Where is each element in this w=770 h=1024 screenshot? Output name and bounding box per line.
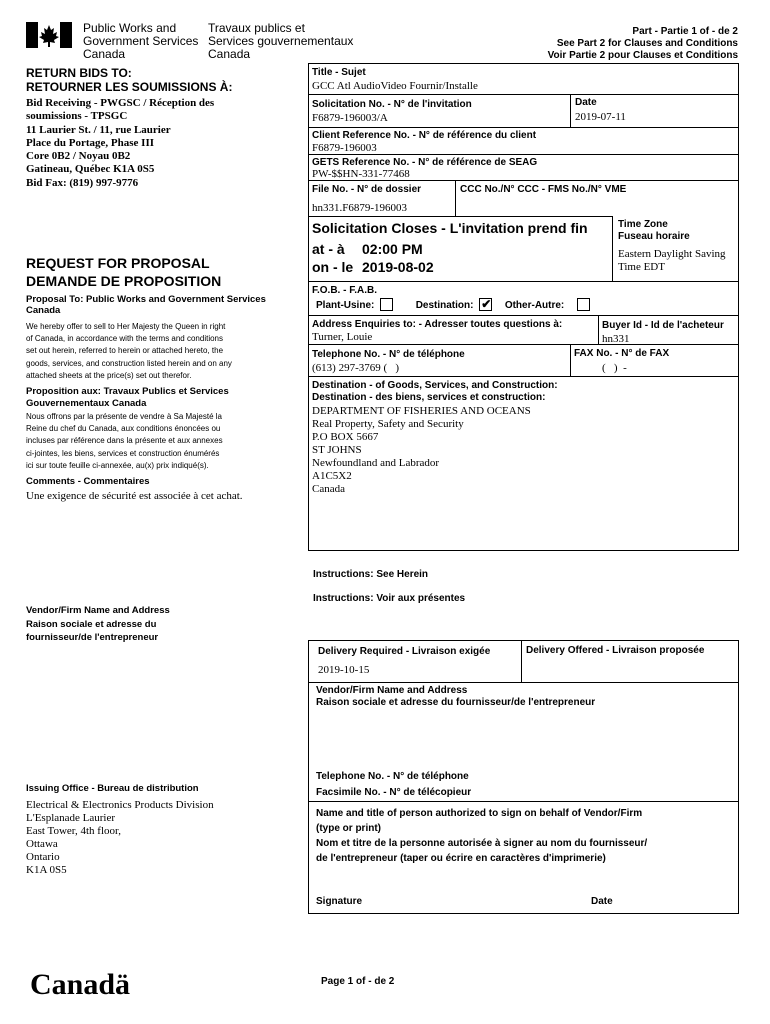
divider xyxy=(570,94,571,127)
divider xyxy=(308,315,739,316)
divider xyxy=(308,216,612,217)
vendor-address-label-left: Vendor/Firm Name and Address Raison sociale et adresse du fournisseur/de l'entrepreneur xyxy=(26,605,170,643)
title-value: GCC Atl AudioVideo Fournir/Installe xyxy=(312,80,478,92)
divider xyxy=(521,640,522,682)
destination-checkbox[interactable] xyxy=(479,298,492,311)
telephone-value: (613) 297-3769 ( ) xyxy=(312,362,400,374)
closing-date-row xyxy=(312,259,434,276)
closing-time-value: 02:00 PM xyxy=(362,241,423,257)
divider xyxy=(308,94,739,95)
date-label: Date xyxy=(575,97,597,108)
divider xyxy=(308,376,739,377)
buyer-id-value: hn331 xyxy=(602,333,630,344)
divider xyxy=(308,281,739,282)
return-bids-address: Bid Receiving - PWGSC / Réception des soumissions - TPSGC 11 Laurier St. / 11, rue Laurier Place du Portage, Phase III Core 0B2 / Noyau 0B2 Gatineau, Québec K1A 0S5 Bid Fax: (819) 997-9776 xyxy=(26,97,215,189)
divider xyxy=(570,344,571,376)
fax-label: FAX No. - N° de FAX xyxy=(574,348,670,359)
fax-value: ( ) - xyxy=(602,362,627,374)
time-zone-label: Time Zone Fuseau horaire xyxy=(618,219,690,242)
return-bids-title: RETURN BIDS TO: RETOURNER LES SOUMISSIONS À: xyxy=(26,66,233,94)
destination-label: Destination - of Goods, Services, and Construction: Destination - des biens, services et construction: xyxy=(312,380,558,403)
delivery-offered-label: Delivery Offered - Livraison proposée xyxy=(526,645,705,656)
divider xyxy=(308,801,739,802)
fob-label: F.O.B. - F.A.B. xyxy=(312,285,377,296)
file-number-value: hn331.F6879-196003 xyxy=(312,202,408,214)
buyer-id-label: Buyer Id - Id de l'acheteur xyxy=(602,320,724,331)
department-name-en: Public Works and Government Services Canada xyxy=(83,21,199,61)
instructions-en: Instructions: See Herein xyxy=(313,569,429,580)
proposal-to-text: We hereby offer to sell to Her Majesty the Queen in right of Canada, in accordance with the terms and conditions set out herein, referred to herein or attached hereto, the goods, services, and construction listed herein and on any attached sheets at the price(s) set out therefor. xyxy=(26,322,232,380)
vendor-telephone-label: Telephone No. - N° de téléphone xyxy=(316,771,469,782)
authorized-signer-label: Name and title of person authorized to sign on behalf of Vendor/Firm (type or print) Nom et titre de la personne autorisée à signer au nom du fournisseur/ de l'entrepreneur (taper ou écrire en caractères d'imprimerie) xyxy=(316,808,648,864)
solicitation-closes-title: Solicitation Closes - L'invitation prend fin xyxy=(312,220,588,236)
title-label: Title - Sujet xyxy=(312,67,366,78)
plant-label: Plant-Usine: xyxy=(316,300,375,312)
other-checkbox[interactable] xyxy=(577,298,590,311)
canada-flag-icon xyxy=(26,22,72,48)
part-indicator: Part - Partie 1 of - de 2 See Part 2 for Clauses and Conditions Voir Partie 2 pour Clauses et Conditions xyxy=(547,26,738,61)
destination-option-label: Destination: xyxy=(415,300,474,312)
other-label: Other-Autre: xyxy=(504,300,565,312)
authorized-signer-field[interactable] xyxy=(310,866,737,890)
destination-address: DEPARTMENT OF FISHERIES AND OCEANS Real Property, Safety and Security P.O BOX 5667 ST JOHNS Newfoundland and Labrador A1C5X2 Canada xyxy=(312,405,531,495)
comments-title: Comments - Commentaires xyxy=(26,476,150,487)
issuing-office-label: Issuing Office - Bureau de distribution xyxy=(26,783,199,794)
canada-wordmark: Canadä xyxy=(30,968,131,1001)
divider xyxy=(308,344,739,345)
page-number: Page 1 of - de 2 xyxy=(321,976,395,987)
proposition-text: Nous offrons par la présente de vendre à Sa Majesté la Reine du chef du Canada, aux conditions énoncées ou incluses par référence dans la présente et aux annexes ci-jointes, les biens, services et construction énumérés ici sur toute feuille ci-annexée, au(x) prix indiqué(s). xyxy=(26,412,223,470)
issuing-office-address: Electrical & Electronics Products Division L'Esplanade Laurier East Tower, 4th floor, Ottawa Ontario K1A 0S5 xyxy=(26,799,214,876)
divider xyxy=(455,180,456,216)
proposal-to-title: Proposal To: Public Works and Government Services Canada xyxy=(26,294,266,316)
closing-date-value: 2019-08-02 xyxy=(362,259,434,275)
file-number-label: File No. - N° de dossier xyxy=(312,184,422,195)
client-reference-label: Client Reference No. - N° de référence du client xyxy=(312,130,537,141)
gets-reference-label: GETS Reference No. - N° de référence de SEAG xyxy=(312,157,538,168)
signature-date-label: Date xyxy=(591,896,613,907)
time-zone-value: Eastern Daylight Saving Time EDT xyxy=(618,248,726,273)
vendor-address-field[interactable] xyxy=(310,712,737,764)
comments-text: Une exigence de sécurité est associée à cet achat. xyxy=(26,490,243,502)
address-enquiries-value: Turner, Louie xyxy=(312,331,373,343)
divider xyxy=(308,682,739,683)
date-value: 2019-07-11 xyxy=(575,111,626,123)
solicitation-number-label: Solicitation No. - N° de l'invitation xyxy=(312,99,472,110)
vendor-fax-label: Facsimile No. - N° de télécopieur xyxy=(316,787,472,798)
government-logo xyxy=(26,22,72,48)
closing-time-row xyxy=(312,241,423,258)
vendor-address-label: Vendor/Firm Name and Address Raison sociale et adresse du fournisseur/de l'entrepreneur xyxy=(316,685,596,708)
rfp-title: REQUEST FOR PROPOSAL DEMANDE DE PROPOSITION xyxy=(26,255,222,289)
on-label: on - le xyxy=(312,259,354,275)
instructions-fr: Instructions: Voir aux présentes xyxy=(313,593,466,604)
client-reference-value: F6879-196003 xyxy=(312,142,377,154)
at-label: at - à xyxy=(312,241,345,257)
solicitation-number-value: F6879-196003/A xyxy=(312,112,388,124)
delivery-required-label: Delivery Required - Livraison exigée xyxy=(318,646,491,657)
ccc-number-label: CCC No./N° CCC - FMS No./N° VME xyxy=(460,184,627,195)
department-name-fr: Travaux publics et Services gouvernementaux Canada xyxy=(208,21,354,61)
divider xyxy=(612,216,613,281)
divider xyxy=(598,315,599,344)
delivery-required-value: 2019-10-15 xyxy=(318,664,370,676)
signature-label: Signature xyxy=(316,896,363,907)
divider xyxy=(308,127,739,128)
proposition-title: Proposition aux: Travaux Publics et Services Gouvernementaux Canada xyxy=(26,386,229,409)
telephone-label: Telephone No. - N° de téléphone xyxy=(312,349,465,360)
gets-reference-value: PW-$$HN-331-77468 xyxy=(312,168,410,180)
plant-checkbox[interactable] xyxy=(380,298,393,311)
fob-options xyxy=(316,299,593,312)
address-enquiries-label: Address Enquiries to: - Adresser toutes questions à: xyxy=(312,319,563,330)
